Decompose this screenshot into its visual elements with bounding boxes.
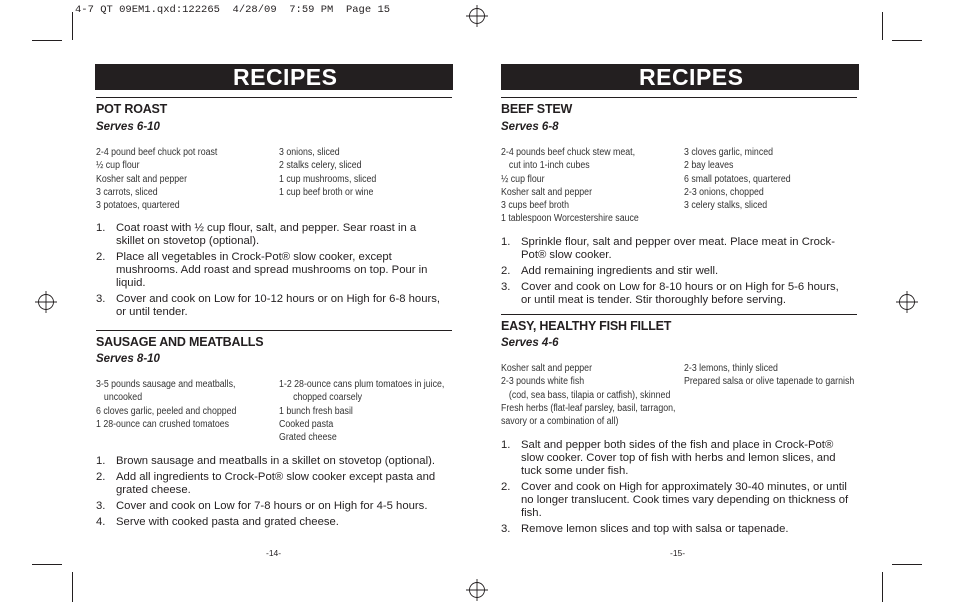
- registration-mark-icon: [896, 291, 918, 313]
- ingredients-left: [501, 146, 639, 226]
- ingredient: 3 potatoes, quartered: [96, 200, 180, 212]
- registration-mark-icon: [466, 5, 488, 27]
- ingredients-left: [96, 146, 217, 212]
- section-rule: [501, 97, 857, 98]
- serves-label: Serves 8-10: [96, 353, 160, 365]
- ingredient: 3 onions, sliced: [279, 147, 340, 158]
- ingredient: 2 bay leaves: [684, 160, 734, 172]
- ingredient: ½ cup flour: [501, 173, 545, 185]
- ingredient: uncooked: [103, 392, 143, 404]
- ingredient: 1 28-ounce can crushed tomatoes: [96, 418, 230, 430]
- serves-label: Serves 6-8: [501, 121, 559, 133]
- recipes-banner: RECIPES: [501, 64, 859, 90]
- step: 2. Place all vegetables in Crock-Pot® slow cooker, except mushrooms. Add roast and spread mushrooms on top. Pour in liquid.: [96, 251, 428, 289]
- step: 4. Serve with cooked pasta and grated cheese.: [96, 516, 339, 528]
- section-rule: [96, 97, 452, 98]
- ingredient: (cod, sea bass, tilapia or catfish), skinned: [508, 389, 671, 401]
- steps-list: [96, 222, 446, 322]
- ingredient: 3-5 pounds sausage and meatballs,: [96, 379, 236, 390]
- ingredient: 2-3 lemons, thinly sliced: [684, 363, 778, 374]
- step: 3. Cover and cook on Low for 10-12 hours or on High for 6-8 hours, or until tender.: [96, 293, 441, 318]
- step: 1. Coat roast with ½ cup flour, salt, and pepper. Sear roast in a skillet on stovetop (optional).: [96, 222, 417, 247]
- ingredients-right: [279, 146, 376, 199]
- recipe-title: BEEF STEW: [501, 102, 573, 116]
- steps-list: [501, 439, 851, 539]
- step: 1. Brown sausage and meatballs in a skillet on stovetop (optional).: [96, 455, 436, 467]
- ingredient: Prepared salsa or olive tapenade to garnish: [684, 376, 855, 388]
- step: 2. Add remaining ingredients and stir well.: [501, 265, 719, 277]
- ingredient: 2-3 onions, chopped: [684, 186, 764, 198]
- ingredient: 1-2 28-ounce cans plum tomatoes in juice,: [279, 379, 445, 390]
- ingredient: Kosher salt and pepper: [96, 173, 187, 185]
- ingredient: 6 cloves garlic, peeled and chopped: [96, 405, 237, 417]
- ingredient: 3 carrots, sliced: [96, 186, 158, 198]
- ingredients-right: [684, 362, 854, 389]
- ingredient: 2-4 pounds beef chuck stew meat,: [501, 147, 636, 158]
- printer-slug: 4-7 QT 09EM1.qxd:122265 4/28/09 7:59 PM Page 15: [75, 4, 391, 16]
- ingredient: 6 small potatoes, quartered: [684, 173, 791, 185]
- ingredient: 3 celery stalks, sliced: [684, 200, 768, 212]
- step: 3. Cover and cook on Low for 8-10 hours or on High for 5-6 hours, or until meat is tender. Stir thoroughly before serving.: [501, 281, 839, 306]
- ingredient: 3 cups beef broth: [501, 200, 570, 212]
- step: 1. Salt and pepper both sides of the fish and place in Crock-Pot® slow cooker. Cover top of fish with herbs and lemon slices, and tuck some under fish.: [501, 439, 836, 477]
- ingredients-left: [96, 378, 236, 431]
- recipe-title: EASY, HEALTHY FISH FILLET: [501, 319, 672, 333]
- ingredient: 1 cup beef broth or wine: [279, 186, 374, 198]
- step: 3. Cover and cook on Low for 7-8 hours or on High for 4-5 hours.: [96, 500, 428, 512]
- registration-mark-icon: [35, 291, 57, 313]
- section-rule: [96, 330, 452, 331]
- recipe-title: SAUSAGE AND MEATBALLS: [96, 335, 264, 349]
- registration-mark-icon: [466, 579, 488, 601]
- ingredient: 2-3 pounds white fish: [501, 376, 585, 388]
- steps-list: [96, 455, 446, 532]
- section-rule: [501, 314, 857, 315]
- recipe-title: POT ROAST: [96, 102, 168, 116]
- steps-list: [501, 236, 851, 310]
- ingredient: savory or a combination of all): [501, 416, 619, 428]
- recipes-banner: RECIPES: [95, 64, 453, 90]
- step: 1. Sprinkle flour, salt and pepper over meat. Place meat in Crock-Pot® slow cooker.: [501, 236, 835, 261]
- ingredient: 2 stalks celery, sliced: [279, 160, 362, 172]
- ingredient: Grated cheese: [279, 432, 337, 444]
- page-number: -15-: [670, 548, 686, 558]
- ingredient: Fresh herbs (flat-leaf parsley, basil, tarragon,: [501, 402, 676, 414]
- ingredient: ½ cup flour: [96, 160, 140, 172]
- ingredient: cut into 1-inch cubes: [508, 160, 590, 172]
- page-number: -14-: [266, 548, 282, 558]
- ingredient: chopped coarsely: [293, 392, 363, 404]
- ingredient: Cooked pasta: [279, 418, 334, 430]
- ingredient: 1 cup mushrooms, sliced: [279, 173, 377, 185]
- step: 2. Cover and cook on High for approximately 30-40 minutes, or until no longer translucent. Cook times vary depending on thickness of fish.: [501, 481, 849, 519]
- step: 3. Remove lemon slices and top with salsa or tapenade.: [501, 523, 789, 535]
- step: 2. Add all ingredients to Crock-Pot® slow cooker except pasta and grated cheese.: [96, 471, 436, 496]
- ingredient: 1 bunch fresh basil: [279, 405, 353, 417]
- serves-label: Serves 6-10: [96, 121, 160, 133]
- serves-label: Serves 4-6: [501, 337, 559, 349]
- ingredients-right: [684, 146, 791, 212]
- ingredient: Kosher salt and pepper: [501, 186, 592, 198]
- ingredient: 3 cloves garlic, minced: [684, 147, 774, 158]
- ingredients-left: [501, 362, 675, 428]
- ingredients-right: [279, 378, 444, 444]
- ingredient: 2-4 pound beef chuck pot roast: [96, 147, 218, 158]
- ingredient: Kosher salt and pepper: [501, 363, 592, 374]
- ingredient: 1 tablespoon Worcestershire sauce: [501, 213, 639, 225]
